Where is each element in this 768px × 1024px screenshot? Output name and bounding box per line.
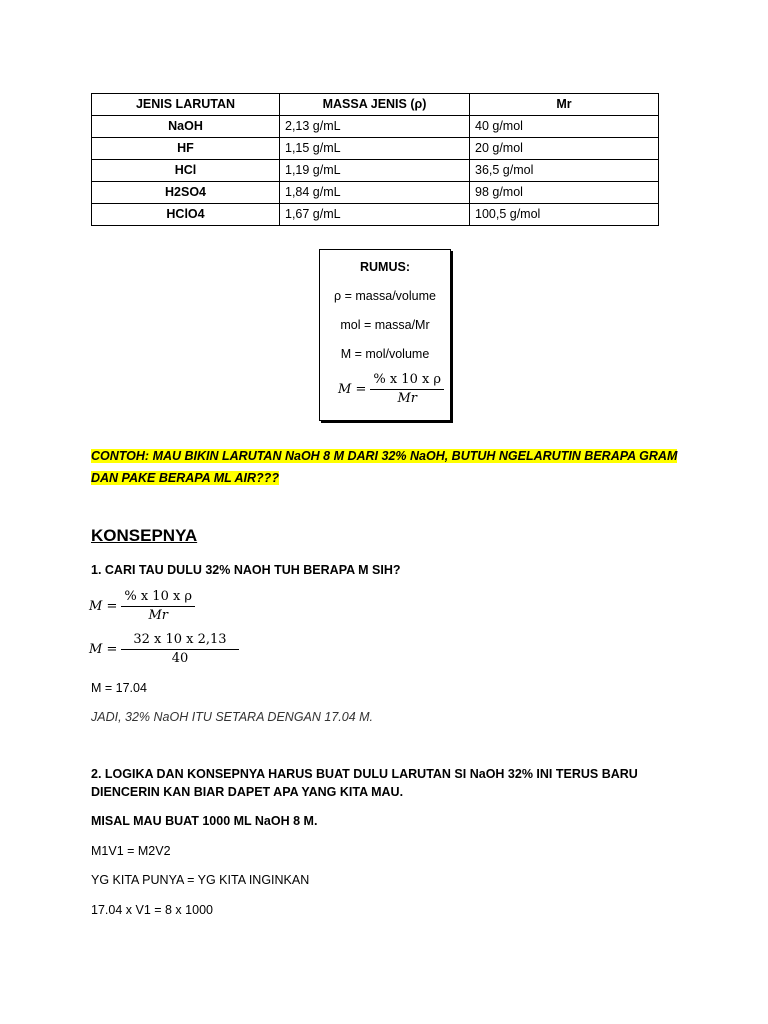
table-cell: HF (92, 138, 280, 160)
step1-conclusion: JADI, 32% NaOH ITU SETARA DENGAN 17.04 M. (91, 710, 374, 724)
formula-line: mol = massa/Mr (340, 318, 430, 332)
table-cell: 1,67 g/mL (280, 204, 470, 226)
table-cell: 100,5 g/mol (470, 204, 659, 226)
table-header-cell: JENIS LARUTAN (92, 94, 280, 116)
formula-line: ρ = massa/volume (334, 289, 436, 303)
formula-box-title: RUMUS: (360, 260, 410, 274)
fraction (121, 588, 195, 625)
fraction-denominator: Mr (397, 391, 417, 406)
table-cell: 1,84 g/mL (280, 182, 470, 204)
molarity-formula (338, 371, 444, 408)
formula-box (319, 249, 451, 421)
fraction (121, 631, 238, 668)
table-row (92, 204, 659, 226)
table-cell: 1,19 g/mL (280, 160, 470, 182)
fraction-numerator: 32 x 10 x 2,13 (121, 631, 238, 650)
table-header-cell: Mr (470, 94, 659, 116)
table-cell: 2,13 g/mL (280, 116, 470, 138)
fraction (370, 371, 444, 408)
step2-example: MISAL MAU BUAT 1000 ML NaOH 8 M. (91, 814, 318, 828)
table-cell: 1,15 g/mL (280, 138, 470, 160)
step1-formula-general (89, 588, 195, 625)
step1-title: 1. CARI TAU DULU 32% NAOH TUH BERAPA M SIH? (91, 563, 401, 577)
fraction-numerator: % x 10 x ρ (370, 371, 444, 390)
step1-result: M = 17.04 (91, 681, 147, 695)
fraction-numerator: % x 10 x ρ (121, 588, 195, 607)
table-header-cell: MASSA JENIS (ρ) (280, 94, 470, 116)
table-cell: NaOH (92, 116, 280, 138)
step2-line: YG KITA PUNYA = YG KITA INGINKAN (91, 873, 310, 887)
table-row (92, 138, 659, 160)
example-question (91, 445, 691, 489)
formula-lhs: M = (89, 599, 118, 614)
formula-lhs: M = (89, 642, 118, 657)
table-cell: 20 g/mol (470, 138, 659, 160)
section-heading: KONSEPNYA (91, 526, 198, 545)
example-question-text: CONTOH: MAU BIKIN LARUTAN NaOH 8 M DARI 32% NaOH, BUTUH NGELARUTIN BERAPA GRAM DAN PAKE BERAPA ML AIR??? (91, 449, 678, 485)
step2-title: 2. LOGIKA DAN KONSEPNYA HARUS BUAT DULU LARUTAN SI NaOH 32% INI TERUS BARU DIENCERIN KAN BIAR DAPET APA YANG KITA MAU. (91, 767, 638, 799)
formula-line: M = mol/volume (340, 347, 430, 361)
table-cell: 98 g/mol (470, 182, 659, 204)
table-cell: HCl (92, 160, 280, 182)
step2-line: 17.04 x V1 = 8 x 1000 (91, 903, 213, 917)
table-header-row (92, 94, 659, 116)
table-cell: 40 g/mol (470, 116, 659, 138)
table-row (92, 182, 659, 204)
table-row (92, 160, 659, 182)
fraction-denominator: Mr (148, 608, 168, 623)
table-cell: 36,5 g/mol (470, 160, 659, 182)
table-row (92, 116, 659, 138)
table-cell: HClO4 (92, 204, 280, 226)
step2-line: M1V1 = M2V2 (91, 844, 171, 858)
fraction-denominator: 40 (171, 651, 189, 666)
solution-data-table (91, 93, 659, 226)
step1-formula-substituted (89, 631, 239, 668)
formula-lhs: M = (338, 382, 367, 397)
table-cell: H2SO4 (92, 182, 280, 204)
